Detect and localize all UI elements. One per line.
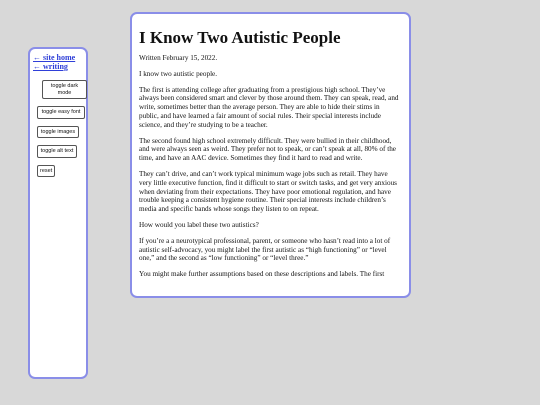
- article-paragraph: The first is attending college after graduating from a prestigious high school. They’ve always been considered smart and clever by those around them. They can speak, read, and write, sometimes better than the average person. They are able to hide their stims in public, and have learned a fair amount of social rules. Their special interests include science, and they’re studying to be a teacher.: [139, 85, 399, 129]
- article-paragraph: You might make further assumptions based on these descriptions and labels. The first: [139, 270, 385, 279]
- article-card: [130, 12, 411, 298]
- toggle-images-button[interactable]: toggle images: [37, 126, 79, 139]
- writing-link[interactable]: ← writing: [33, 62, 68, 71]
- article-title: I Know Two Autistic People: [139, 28, 341, 47]
- site-home-link[interactable]: ← site home: [33, 53, 76, 62]
- article-date: Written February 15, 2022.: [139, 54, 218, 62]
- reset-button[interactable]: reset: [37, 165, 55, 178]
- toggle-dark-mode-button[interactable]: toggle dark mode: [42, 80, 87, 99]
- article-paragraph: The second found high school extremely difficult. They were bullied in their childhood, and were always seen as weird. They prefer not to speak, or can’t speak at all, 80% of the time, and have an AAC device. Sometimes they find it hard to read and write.: [139, 136, 396, 163]
- toggle-alt-text-button[interactable]: toggle alt text: [37, 145, 77, 158]
- article-paragraph: How would you label these two autistics?: [139, 220, 259, 229]
- article-paragraph: I know two autistic people.: [139, 69, 218, 78]
- toggle-easy-font-button[interactable]: toggle easy font: [37, 106, 85, 119]
- article-paragraph: If you’re a a neurotypical professional, parent, or someone who hasn’t read into a lot of autistic self-advocacy, you might label the first autistic as “high functioning” or “level one,” and the second as “low functioning” or “level three.”: [139, 236, 391, 263]
- sidebar: [28, 47, 88, 379]
- article-paragraph: They can’t drive, and can’t work typical minimum wage jobs such as retail. They have very little executive function, find it difficult to start or switch tasks, and get very anxious when deviating from their expectations. They have poor emotional regulation, and have trouble keeping a consistent hygiene routine. Their special interests include children’s media and specific bands whose songs they listen to on repeat.: [139, 169, 397, 214]
